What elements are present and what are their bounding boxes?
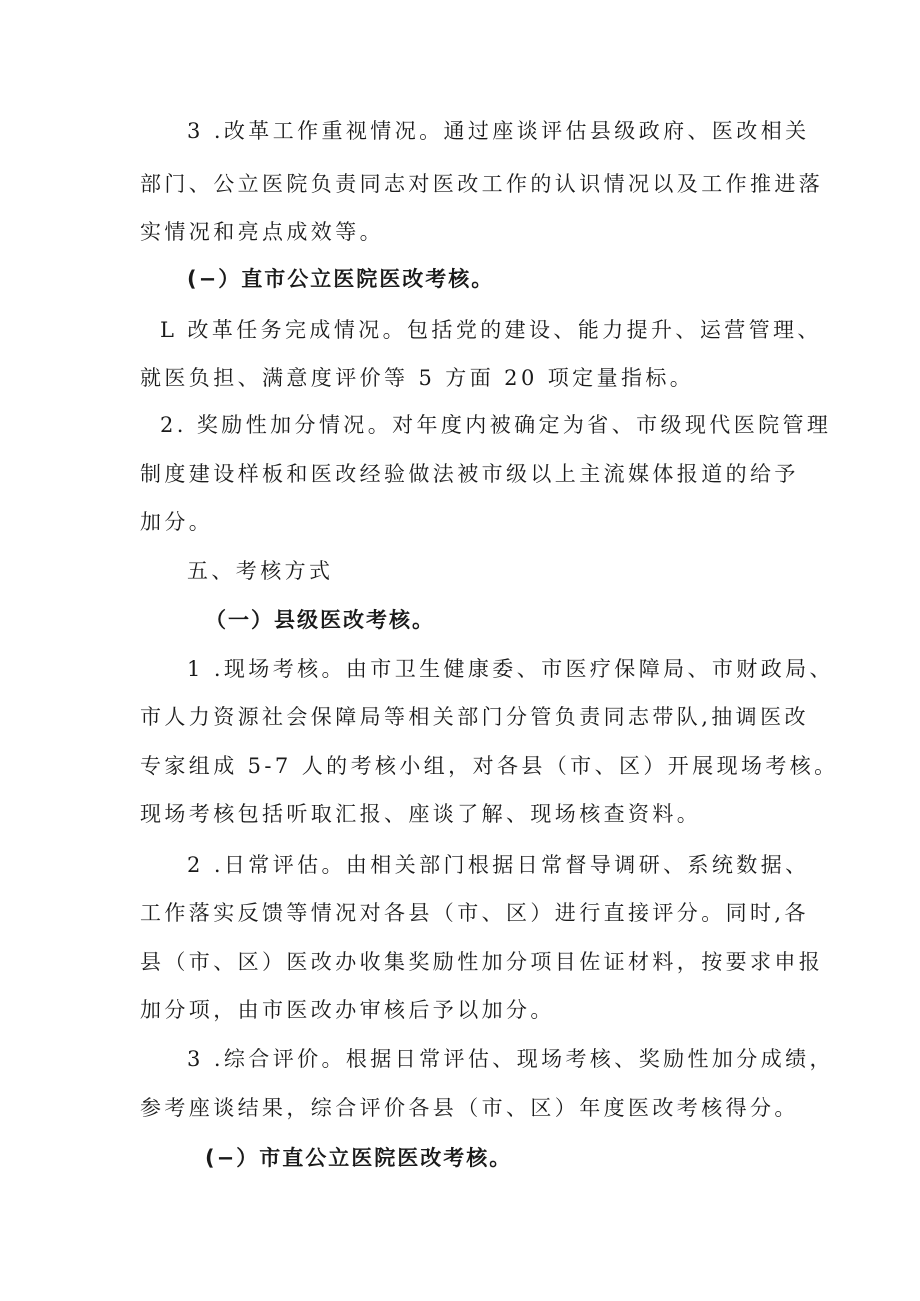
chapter-heading: 五、考核方式 [187, 559, 334, 583]
paragraph-line: 县（市、区）医改办收集奖励性加分项目佐证材料，按要求申报 [140, 950, 824, 974]
paragraph-line: 2 .日常评估。由相关部门根据日常督导调研、系统数据、 [187, 853, 810, 877]
paragraph-line: 加分。 [140, 510, 214, 534]
section-heading: (−）直市公立医院医改考核。 [187, 267, 495, 291]
paragraph-line: L 改革任务完成情况。包括党的建设、能力提升、运营管理、 [160, 318, 822, 342]
paragraph-line: 参考座谈结果，综合评价各县（市、区）年度医改考核得分。 [140, 1096, 799, 1120]
section-heading: （一）县级医改考核。 [205, 608, 435, 632]
section-heading: (−）市直公立医院医改考核。 [205, 1146, 513, 1170]
paragraph-line: 1 .现场考核。由市卫生健康委、市医疗保障局、市财政局、 [187, 657, 834, 681]
paragraph-line: 实情况和亮点成效等。 [140, 220, 384, 244]
paragraph-line: 制度建设样板和医改经验做法被市级以上主流媒体报道的给予 [140, 462, 799, 486]
paragraph-line: 现场考核包括听取汇报、座谈了解、现场核查资料。 [140, 802, 702, 826]
paragraph-line: 工作落实反馈等情况对各县（市、区）进行直接评分。同时,各 [140, 901, 809, 925]
paragraph-line: 市人力资源社会保障局等相关部门分管负责同志带队,抽调医改 [140, 705, 809, 729]
paragraph-line: 3 .综合评价。根据日常评估、现场考核、奖励性加分成绩， [187, 1047, 834, 1071]
paragraph-line: 就医负担、满意度评价等 5 方面 20 项定量指标。 [140, 366, 695, 390]
paragraph-line: 3 .改革工作重视情况。通过座谈评估县级政府、医改相关 [187, 119, 810, 143]
paragraph-line: 2. 奖励性加分情况。对年度内被确定为省、市级现代医院管理 [160, 413, 832, 437]
paragraph-line: 部门、公立医院负责同志对医改工作的认识情况以及工作推进落 [140, 172, 824, 196]
paragraph-line: 加分项，由市医改办审核后予以加分。 [140, 998, 555, 1022]
paragraph-line: 专家组成 5-7 人的考核小组，对各县（市、区）开展现场考核。 [140, 754, 839, 778]
